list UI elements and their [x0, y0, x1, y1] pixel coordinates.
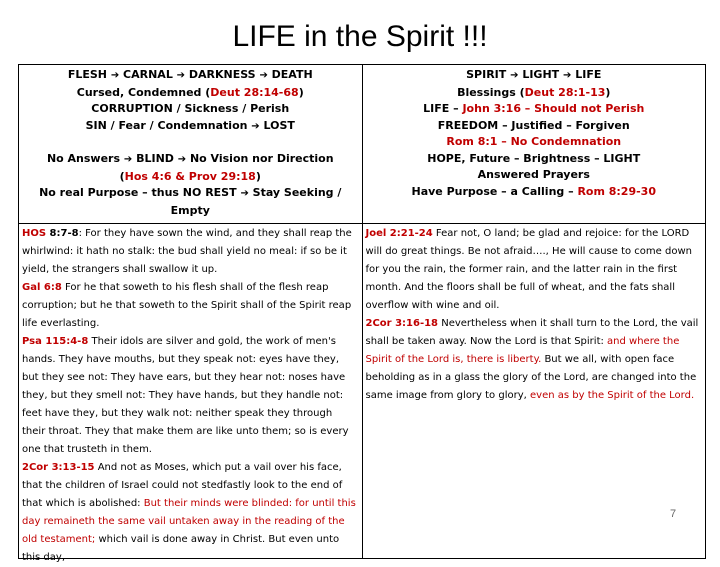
arrow-icon: ➔	[110, 70, 120, 81]
arrow-icon: ➔	[177, 154, 187, 165]
flesh-verses-cell	[19, 224, 363, 563]
body-row	[19, 224, 706, 559]
psa-verse: Psa 115:4-8 Their idols are silver and gold, the work of men's hands. They have mouths, but they speak not: eyes have they, but they see not: They have ears, but they hear not: noses have they, but they smell not: They have hands, but they handle not: feet have they, but they walk not: neither speak they through their throat. They that make them are like unto them; so is every one that trusteth in them.	[22, 336, 349, 455]
spirit-line-8: Have Purpose – a Calling – Rom 8:29-30	[411, 184, 656, 198]
hos-verse: HOS 8:7-8: For they have sown the wind, and they shall reap the whirlwind: it hath no stalk: the bud shall yield no meal: if so be it yield, the strangers shall swallow it up.	[22, 228, 352, 275]
flesh-line-7: No real Purpose – thus NO REST ➔ Stay Seeking / Empty	[39, 186, 342, 217]
cor-verse-right: 2Cor 3:16-18 Nevertheless when it shall turn to the Lord, the vail shall be taken away. Now the Lord is that Spirit: and where the Spirit of the Lord is, there is liberty. But we all, with open face beholding as in a glass the glory of the Lord, are changed into the same image from glory to glory, even as by the Spirit of the Lord.	[365, 318, 699, 401]
arrow-icon: ➔	[251, 120, 260, 132]
flesh-line-5: No Answers ➔ BLIND ➔ No Vision nor Direction	[46, 152, 334, 165]
spirit-line-1: SPIRIT ➔ LIGHT ➔ LIFE	[466, 68, 602, 81]
cor-verse-left: 2Cor 3:13-15 And not as Moses, which put a vail over his face, that the children of Israel could not stedfastly look to the end of that which is abolished: But their minds were blinded: for until this day remaineth the same vail untaken away in the reading of the old testament; which vail is done away in Christ. But even unto this day,	[22, 462, 356, 563]
arrow-icon: ➔	[510, 70, 519, 81]
flesh-header-cell	[19, 65, 363, 224]
flesh-line-3: CORRUPTION / Sickness / Perish	[91, 102, 290, 115]
spirit-line-7: Answered Prayers	[477, 168, 590, 181]
arrow-icon: ➔	[563, 70, 572, 81]
arrow-icon: ➔	[259, 70, 268, 81]
flesh-line-6: (Hos 4:6 & Prov 29:18)	[119, 169, 261, 183]
comparison-table	[18, 64, 706, 563]
spirit-line-4: FREEDOM – Justified – Forgiven	[437, 118, 630, 132]
spirit-line-2: Blessings (Deut 28:1-13)	[457, 85, 611, 99]
flesh-line-2: Cursed, Condemned (Deut 28:14-68)	[76, 85, 304, 99]
gal-verse: Gal 6:8 For he that soweth to his flesh shall of the flesh reap corruption; but he that soweth to the Spirit shall of the Spirit reap life everlasting.	[22, 282, 352, 329]
spirit-line-3: LIFE – John 3:16 – Should not Perish	[423, 102, 645, 115]
arrow-icon: ➔	[240, 188, 249, 199]
spirit-verses-cell	[362, 224, 706, 559]
header-row	[19, 65, 706, 224]
flesh-line-1: FLESH ➔ CARNAL ➔ DARKNESS ➔ DEATH	[67, 68, 313, 81]
flesh-line-4: SIN / Fear / Condemnation ➔ LOST	[85, 118, 295, 132]
spirit-line-6: HOPE, Future – Brightness – LIGHT	[427, 151, 641, 165]
arrow-icon: ➔	[176, 70, 186, 81]
joel-verse: Joel 2:21-24 Fear not, O land; be glad and rejoice: for the LORD will do great things. Be not afraid…., He will cause to come down for you the rain, the former rain, and the latter rain in the first month. And the floors shall be full of wheat, and the fats shall overflow with wine and oil.	[365, 228, 692, 311]
page-number: 7	[670, 508, 677, 520]
slide-title: LIFE in the Spirit !!!	[232, 20, 488, 53]
spirit-header-cell	[362, 65, 706, 224]
arrow-icon: ➔	[123, 154, 133, 165]
spirit-line-5: Rom 8:1 – No Condemnation	[446, 135, 622, 148]
